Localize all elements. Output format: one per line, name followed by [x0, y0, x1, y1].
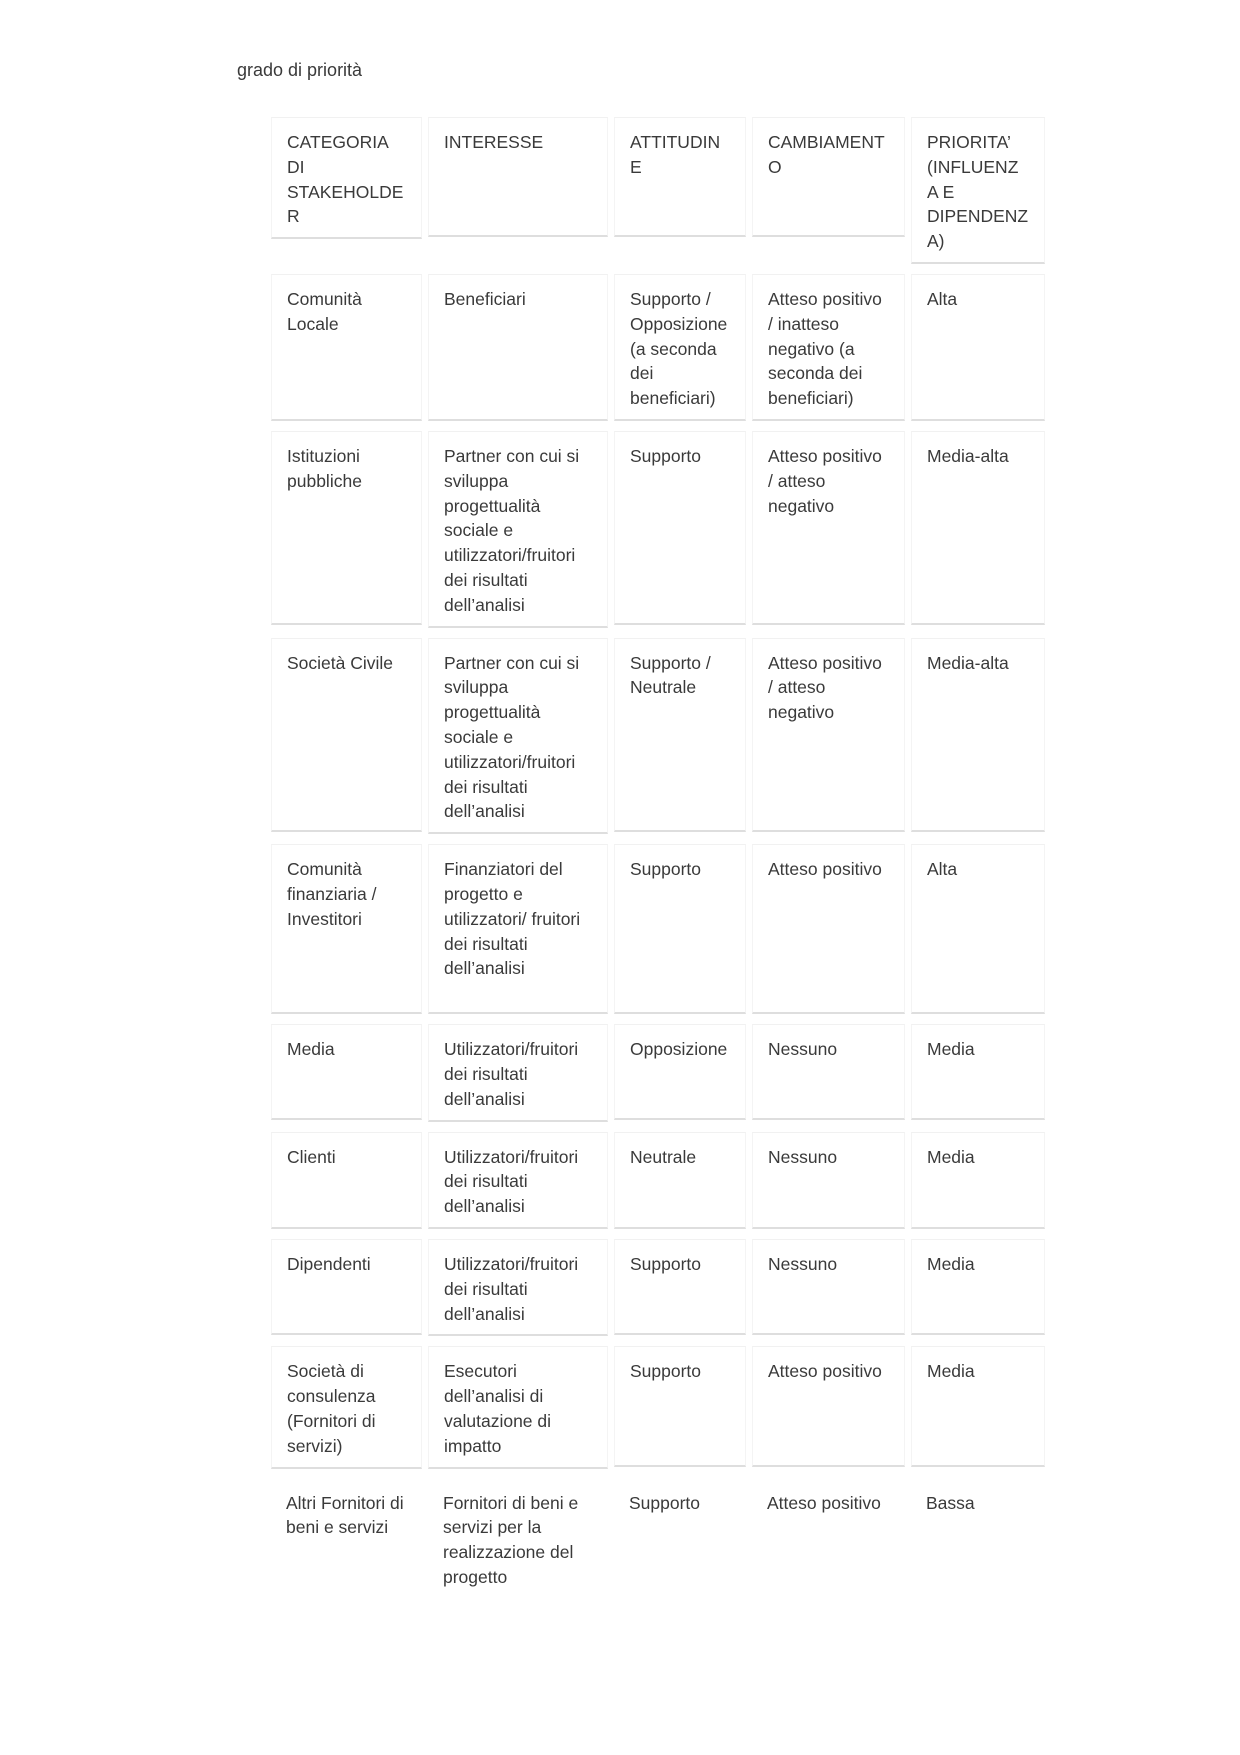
header-attitude: ATTITUDINE: [614, 117, 746, 237]
header-cell-interest: [428, 117, 614, 274]
priority-cell: Media: [911, 1132, 1045, 1229]
attitude-cell: Supporto: [614, 1239, 746, 1335]
attitude-cell: Supporto: [614, 1346, 746, 1467]
attitude-cell: Supporto / Neutrale: [614, 638, 746, 832]
attitude-cell: Opposizione: [614, 1024, 746, 1120]
category-cell: Altri Fornitori di beni e servizi: [286, 1492, 404, 1538]
table-row: [271, 844, 1051, 1024]
attitude-cell: Supporto: [629, 1492, 701, 1513]
interest-cell: Beneficiari: [428, 274, 608, 421]
priority-cell: Media-alta: [911, 638, 1045, 832]
category-cell: Società Civile: [271, 638, 422, 832]
table-row: [271, 274, 1051, 431]
priority-cell: Media: [911, 1346, 1045, 1467]
table-row: [271, 1024, 1051, 1131]
change-cell: Nessuno: [752, 1024, 905, 1120]
category-cell: Società di consulenza (Fornitori di servizi): [271, 1346, 422, 1468]
category-cell: Comunità Locale: [271, 274, 422, 421]
interest-cell: Fornitori di beni e servizi per la realizzazione del progetto: [443, 1492, 579, 1587]
header-change: CAMBIAMENTO: [752, 117, 905, 237]
table-header-row: [271, 117, 1051, 274]
priority-cell: Media-alta: [911, 431, 1045, 625]
priority-cell: Media: [911, 1239, 1045, 1335]
change-cell: Nessuno: [752, 1132, 905, 1229]
category-cell: Media: [271, 1024, 422, 1120]
table-row: [271, 1346, 1051, 1478]
interest-cell: Partner con cui si sviluppa progettualità sociale e utilizzatori/fruitori dei risultati dell’analisi: [428, 638, 608, 835]
interest-cell: Utilizzatori/fruitori dei risultati dell’analisi: [428, 1132, 608, 1229]
table-row: [271, 1239, 1051, 1346]
intro-text: grado di priorità: [237, 60, 363, 80]
header-cell-change: [752, 117, 911, 274]
change-cell: Atteso positivo / atteso negativo: [752, 638, 905, 832]
category-cell: Clienti: [271, 1132, 422, 1229]
change-cell: Atteso positivo: [752, 844, 905, 1014]
table-row: [271, 1132, 1051, 1239]
priority-cell: Media: [911, 1024, 1045, 1120]
change-cell: Nessuno: [752, 1239, 905, 1335]
interest-cell: Utilizzatori/fruitori dei risultati dell’analisi: [428, 1239, 608, 1336]
change-cell: Atteso positivo / inatteso negativo (a seconda dei beneficiari): [752, 274, 905, 421]
attitude-cell: Supporto: [614, 844, 746, 1014]
header-category: CATEGORIA DI STAKEHOLDER: [271, 117, 422, 239]
category-cell: Dipendenti: [271, 1239, 422, 1335]
interest-cell: Finanziatori del progetto e utilizzatori/ fruitori dei risultati dell’analisi: [428, 844, 608, 1014]
interest-cell: Utilizzatori/fruitori dei risultati dell’analisi: [428, 1024, 608, 1121]
header-interest: INTERESSE: [428, 117, 608, 237]
change-cell: Atteso positivo: [752, 1346, 905, 1467]
interest-cell: Esecutori dell’analisi di valutazione di impatto: [428, 1346, 608, 1468]
attitude-cell: Supporto / Opposizione (a seconda dei beneficiari): [614, 274, 746, 421]
header-priority: PRIORITA’ (INFLUENZA E DIPENDENZA): [911, 117, 1045, 264]
table-row: [271, 1479, 1051, 1608]
priority-cell: Bassa: [926, 1492, 975, 1513]
header-cell-priority: [911, 117, 1051, 274]
header-cell-attitude: [614, 117, 752, 274]
table-row: [271, 638, 1051, 845]
priority-cell: Alta: [911, 274, 1045, 421]
table-row: [271, 431, 1051, 638]
priority-cell: Alta: [911, 844, 1045, 1014]
stakeholder-table: [271, 117, 1051, 1608]
category-cell: Istituzioni pubbliche: [271, 431, 422, 625]
category-cell: Comunità finanziaria / Investitori: [271, 844, 422, 1014]
attitude-cell: Supporto: [614, 431, 746, 625]
header-cell-category: [271, 117, 428, 274]
interest-cell: Partner con cui si sviluppa progettualità sociale e utilizzatori/fruitori dei risultati dell’analisi: [428, 431, 608, 628]
change-cell: Atteso positivo: [767, 1492, 881, 1513]
attitude-cell: Neutrale: [614, 1132, 746, 1229]
change-cell: Atteso positivo / atteso negativo: [752, 431, 905, 625]
